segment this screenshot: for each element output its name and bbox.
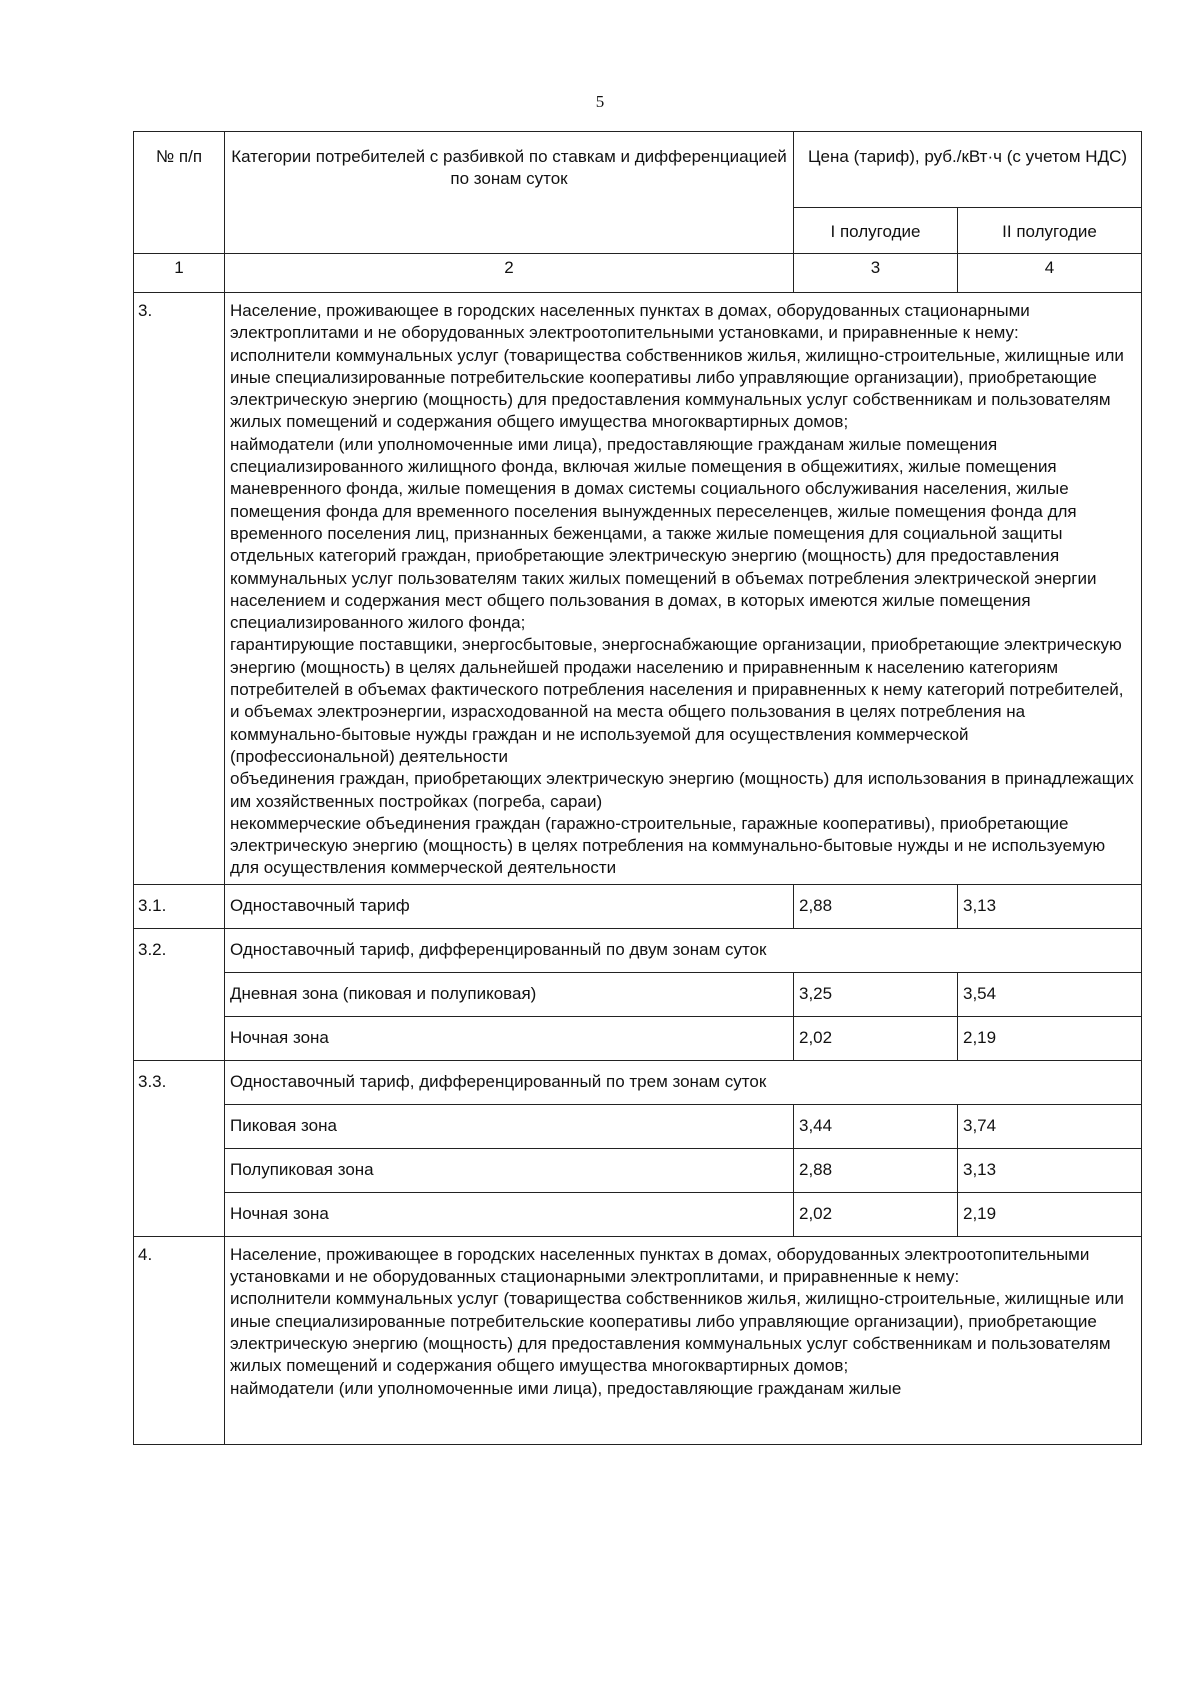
description-paragraph: некоммерческие объединения граждан (гаражно-строительные, гаражные кооперативы), приобретающие электрическую энергию (мощность) в целях потребления на коммунально-бытовые нужды и не используемую для осуществления коммерческой деятельности bbox=[230, 813, 1106, 878]
row-label: Дневная зона (пиковая и полупиковая) bbox=[225, 972, 794, 1016]
description-paragraph: Население, проживающее в городских населенных пунктах в домах, оборудованных стационарными электроплитами и не оборудованных электроотопительными установками, и приравненные к нему: bbox=[230, 301, 1030, 343]
price-second-half: 2,19 bbox=[958, 1016, 1142, 1060]
header-number-column: № п/п bbox=[134, 132, 225, 254]
price-second-half: 3,74 bbox=[958, 1104, 1142, 1148]
header-second-half: II полугодие bbox=[958, 208, 1142, 254]
tariff-row-3-3-peak bbox=[134, 1104, 1142, 1148]
row-code: 3.3. bbox=[134, 1060, 225, 1236]
row-code: 4. bbox=[134, 1236, 225, 1444]
description-paragraph: исполнители коммунальных услуг (товарищества собственников жилья, жилищно-строительные, жилищные или иные специализированные потребительские кооперативы либо управляющие организации), приобретающие электрическую энергию (мощность) для предоставления коммунальных услуг собственникам и пользователям жилых помещений и содержания общего имущества многоквартирных домов; bbox=[230, 1289, 1124, 1376]
column-number: 1 bbox=[134, 254, 225, 293]
row-label: Полупиковая зона bbox=[225, 1148, 794, 1192]
tariff-row-3-3-semipeak bbox=[134, 1148, 1142, 1192]
header-first-half: I полугодие bbox=[794, 208, 958, 254]
price-first-half: 3,25 bbox=[794, 972, 958, 1016]
price-second-half: 3,13 bbox=[958, 884, 1142, 928]
column-number: 2 bbox=[225, 254, 794, 293]
row-label: Одноставочный тариф bbox=[225, 884, 794, 928]
row-label: Ночная зона bbox=[225, 1192, 794, 1236]
header-row bbox=[134, 132, 1142, 208]
price-second-half: 3,54 bbox=[958, 972, 1142, 1016]
tariff-row-3-2 bbox=[134, 928, 1142, 972]
price-second-half: 3,13 bbox=[958, 1148, 1142, 1192]
row-label: Пиковая зона bbox=[225, 1104, 794, 1148]
description-paragraph: гарантирующие поставщики, энергосбытовые, энергоснабжающие организации, приобретающие электрическую энергию (мощность) в целях дальнейшей продажи населению и приравненным к населению категориям потребителей в объемах фактического потребления населения и приравненных к нему категорий потребителей, и объемах электроэнергии, израсходованной на места общего пользования в целях потребления на коммунально-бытовые нужды граждан и не используемой для осуществления коммерческой (профессиональной) деятельности bbox=[230, 635, 1124, 766]
header-price-column: Цена (тариф), руб./кВт·ч (с учетом НДС) bbox=[794, 132, 1142, 208]
column-number: 3 bbox=[794, 254, 958, 293]
row-label: Одноставочный тариф, дифференцированный по трем зонам суток bbox=[225, 1060, 1142, 1104]
tariff-table bbox=[133, 131, 1142, 1445]
price-first-half: 2,88 bbox=[794, 1148, 958, 1192]
description-paragraph: объединения граждан, приобретающих электрическую энергию (мощность) для использования в принадлежащих им хозяйственных постройках (погреба, сараи) bbox=[230, 769, 1134, 811]
tariff-row-3-3 bbox=[134, 1060, 1142, 1104]
description-paragraph: Население, проживающее в городских населенных пунктах в домах, оборудованных электроотопительными установками и не оборудованных стационарными электроплитами, и приравненные к нему: bbox=[230, 1244, 1090, 1287]
row-code: 3. bbox=[134, 293, 225, 885]
description-paragraph: наймодатели (или уполномоченные ими лица), предоставляющие гражданам жилые помещения специализированного жилищного фонда, включая жилые помещения в общежитиях, жилые помещения маневренного фонда, жилые помещения в домах системы социального обслуживания населения, жилые помещения фонда для временного поселения вынужденных переселенцев, жилые помещения фонда для временного поселения лиц, признанных беженцами, а также жилые помещения для социальной защиты отдельных категорий граждан, приобретающие электрическую энергию (мощность) для предоставления коммунальных услуг пользователям таких жилых помещений в объемах потребления электрической энергии населением и содержания мест общего пользования в домах, в которых имеются жилые помещения специализированного жилого фонда; bbox=[230, 434, 1097, 633]
price-first-half: 2,88 bbox=[794, 884, 958, 928]
price-first-half: 3,44 bbox=[794, 1104, 958, 1148]
header-category-column: Категории потребителей с разбивкой по ставкам и дифференциацией по зонам суток bbox=[225, 132, 794, 254]
price-first-half: 2,02 bbox=[794, 1016, 958, 1060]
section-3-row bbox=[134, 293, 1142, 885]
tariff-row-3-2-night bbox=[134, 1016, 1142, 1060]
price-second-half: 2,19 bbox=[958, 1192, 1142, 1236]
price-first-half: 2,02 bbox=[794, 1192, 958, 1236]
section-4-description bbox=[225, 1236, 1142, 1444]
section-4-row bbox=[134, 1236, 1142, 1444]
tariff-row-3-2-day bbox=[134, 972, 1142, 1016]
tariff-row-3-3-night bbox=[134, 1192, 1142, 1236]
row-code: 3.2. bbox=[134, 928, 225, 1060]
column-number: 4 bbox=[958, 254, 1142, 293]
row-label: Ночная зона bbox=[225, 1016, 794, 1060]
page-number: 5 bbox=[595, 92, 605, 111]
column-number-row bbox=[134, 254, 1142, 293]
description-paragraph: исполнители коммунальных услуг (товарищества собственников жилья, жилищно-строительные, жилищные или иные специализированные потребительские кооперативы либо управляющие организации), приобретающие электрическую энергию (мощность) для предоставления коммунальных услуг собственникам и пользователям жилых помещений и содержания общего имущества многоквартирных домов; bbox=[230, 345, 1124, 432]
tariff-row-3-1 bbox=[134, 884, 1142, 928]
row-label: Одноставочный тариф, дифференцированный по двум зонам суток bbox=[225, 928, 1142, 972]
section-3-description bbox=[225, 293, 1142, 885]
description-paragraph: наймодатели (или уполномоченные ими лица), предоставляющие гражданам жилые bbox=[230, 1378, 902, 1398]
row-code: 3.1. bbox=[134, 884, 225, 928]
